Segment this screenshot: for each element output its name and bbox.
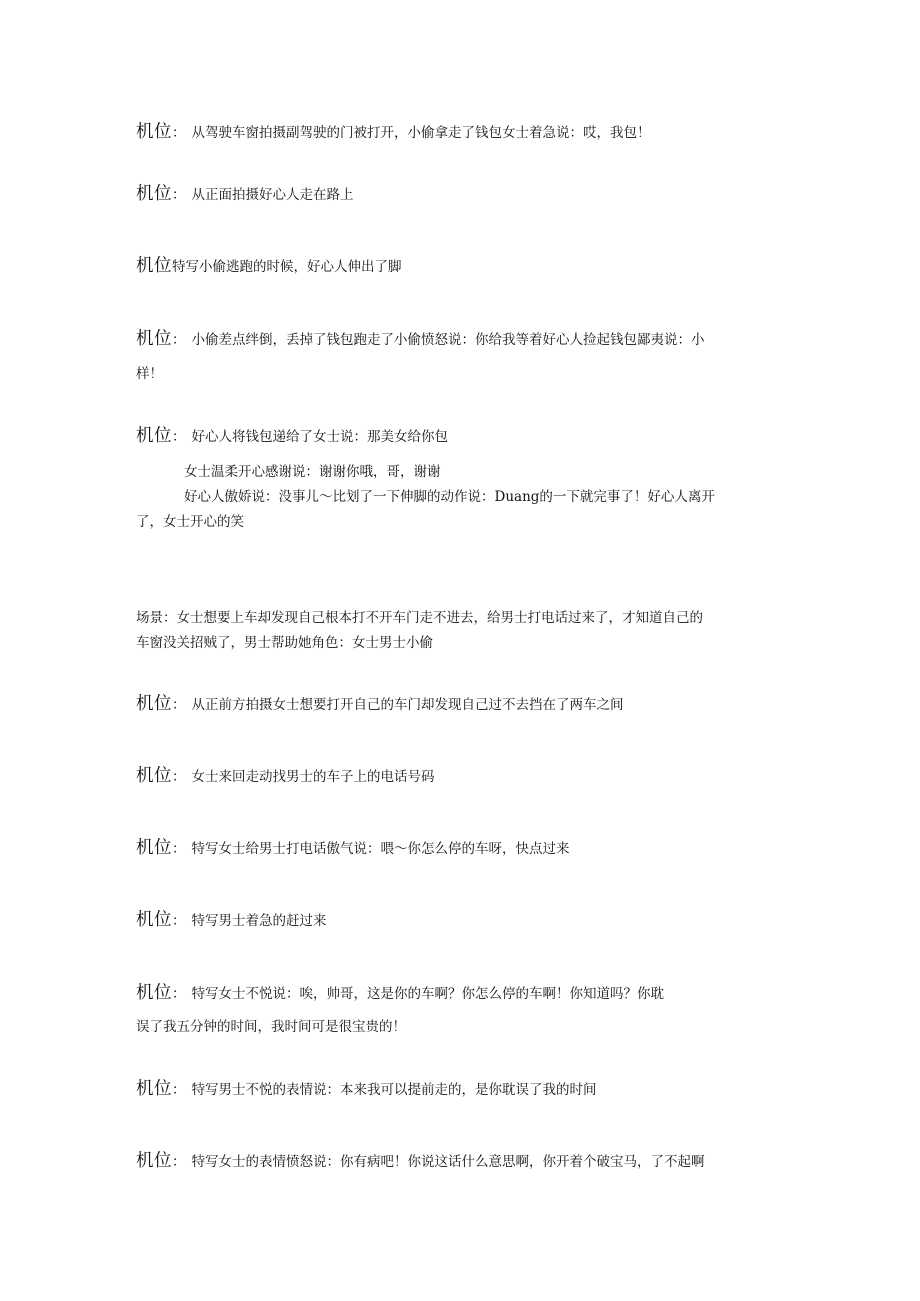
- dialogue-line: [184, 462, 441, 482]
- scene-line: [136, 633, 433, 653]
- scene-text: 车窗没关招贼了，男士帮助她角色：女士男士小偷: [136, 635, 433, 651]
- camera-label: 机位: [136, 1079, 172, 1099]
- camera-colon: ：: [172, 697, 186, 713]
- shot-line: [136, 694, 624, 715]
- camera-colon: ：: [172, 841, 186, 857]
- shot-line: [136, 1079, 597, 1100]
- shot-line: [136, 329, 705, 350]
- scene-line: [136, 608, 703, 628]
- camera-colon: ：: [172, 332, 186, 348]
- camera-colon: ：: [172, 1154, 186, 1170]
- shot-text: 从驾驶车窗拍摄副驾驶的门被打开，小偷拿走了钱包女士着急说：哎，我包！: [191, 125, 651, 141]
- scene-text: 场景：女士想要上车却发现自己根本打不开车门走不进去，给男士打电话过来了，才知道自己的: [136, 610, 703, 626]
- camera-colon: ：: [172, 1082, 186, 1098]
- shot-line: [136, 983, 664, 1004]
- shot-text: 特写男士不悦的表情说：本来我可以提前走的，是你耽误了我的时间: [191, 1082, 597, 1098]
- camera-colon: ：: [172, 913, 186, 929]
- shot-line: [136, 256, 402, 277]
- camera-label: 机位: [136, 838, 172, 858]
- shot-text: 特写女士的表情愤怒说：你有病吧！你说这话什么意思啊，你开着个破宝马，了不起啊: [191, 1154, 705, 1170]
- shot-line: [136, 766, 435, 787]
- shot-continuation: [136, 364, 163, 384]
- camera-colon: ：: [172, 986, 186, 1002]
- camera-label: 机位: [136, 256, 172, 276]
- dialogue-line: [184, 487, 715, 507]
- shot-line: [136, 122, 651, 143]
- camera-label: 机位: [136, 1151, 172, 1171]
- camera-label: 机位: [136, 184, 172, 204]
- camera-label: 机位: [136, 766, 172, 786]
- shot-text: 女士来回走动找男士的车子上的电话号码: [191, 769, 435, 785]
- shot-text: 特写小偷逃跑的时候，好心人伸出了脚: [172, 259, 402, 275]
- camera-colon: ：: [172, 187, 186, 203]
- camera-label: 机位: [136, 910, 172, 930]
- shot-line: [136, 426, 448, 447]
- shot-line: [136, 910, 327, 931]
- camera-label: 机位: [136, 694, 172, 714]
- shot-text-cont: 样！: [136, 366, 163, 382]
- shot-text: 特写女士不悦说：唉，帅哥，这是你的车啊？你怎么停的车啊！你知道吗？你耽: [191, 986, 664, 1002]
- shot-text: 从正前方拍摄女士想要打开自己的车门却发现自己过不去挡在了两车之间: [191, 697, 624, 713]
- shot-text: 特写男士着急的赶过来: [191, 913, 327, 929]
- shot-text: 好心人将钱包递给了女士说：那美女给你包: [191, 429, 448, 445]
- dialogue-text: 好心人傲娇说：没事儿～比划了一下伸脚的动作说：Duang的一下就完事了！好心人离开: [184, 489, 715, 505]
- dialogue-text-cont: 了，女士开心的笑: [136, 514, 244, 530]
- camera-label: 机位: [136, 329, 172, 349]
- shot-text: 小偷差点绊倒，丢掉了钱包跑走了小偷愤怒说：你给我等着好心人捡起钱包鄙夷说：小: [191, 332, 705, 348]
- shot-line: [136, 838, 570, 859]
- camera-colon: ：: [172, 769, 186, 785]
- shot-text: 从正面拍摄好心人走在路上: [191, 187, 354, 203]
- dialogue-text: 女士温柔开心感谢说：谢谢你哦，哥，谢谢: [184, 464, 441, 480]
- shot-text-cont: 误了我五分钟的时间，我时间可是很宝贵的！: [136, 1019, 406, 1035]
- shot-text: 特写女士给男士打电话傲气说：喂～你怎么停的车呀，快点过来: [191, 841, 570, 857]
- camera-label: 机位: [136, 426, 172, 446]
- dialogue-continuation: [136, 512, 244, 532]
- shot-line: [136, 184, 354, 205]
- camera-colon: ：: [172, 429, 186, 445]
- camera-label: 机位: [136, 122, 172, 142]
- shot-line: [136, 1151, 705, 1172]
- shot-continuation: [136, 1017, 406, 1037]
- camera-colon: ：: [172, 125, 186, 141]
- camera-label: 机位: [136, 983, 172, 1003]
